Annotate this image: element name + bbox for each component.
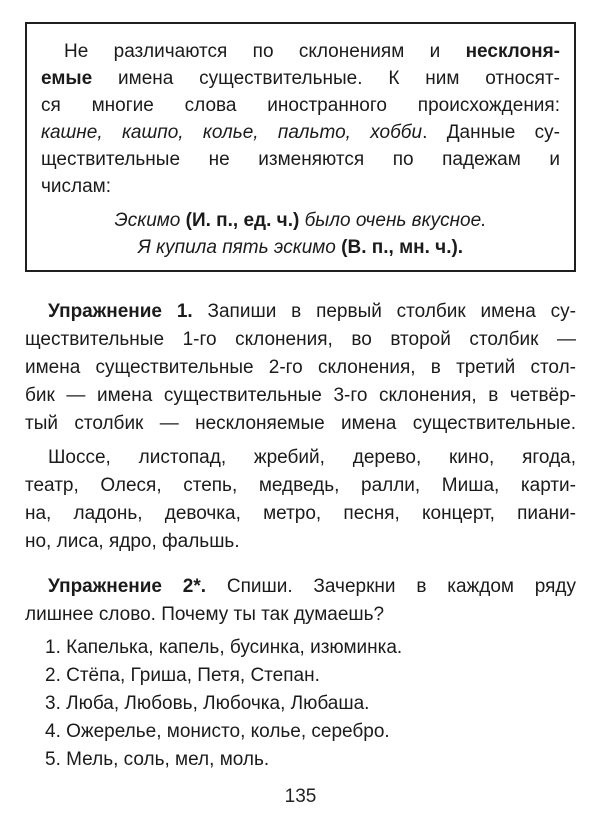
exercise-2-instructions — [25, 573, 576, 629]
text-segment: имена существительные. К ним относят- — [92, 68, 560, 89]
text-segment: лишнее слово. Почему ты так думаешь? — [25, 604, 385, 625]
text-segment: несклоня- — [465, 41, 560, 62]
text-line — [41, 146, 560, 173]
text-line — [25, 528, 576, 556]
text-segment: емые — [41, 68, 93, 89]
text-segment: Эскимо — [114, 210, 186, 231]
text-line — [41, 173, 560, 200]
text-line — [25, 326, 576, 354]
text-segment: ществительные не изменяются по падежам и — [41, 149, 560, 170]
text-segment: Я купила пять эскимо — [137, 237, 342, 258]
text-segment: Шоссе, листопад, жребий, дерево, кино, ягода, — [48, 447, 576, 468]
text-segment: бик — имена существительные 3-го склонения, в четвёр- — [25, 385, 576, 406]
exercise-2-item-list — [25, 634, 576, 774]
text-segment: имена существительные 2-го склонения, в третий стол- — [25, 357, 576, 378]
text-segment: кашне, кашпо, колье, пальто, хобби — [41, 122, 423, 143]
text-line — [25, 410, 576, 438]
text-segment: . Данные су- — [422, 122, 561, 143]
text-segment: Запиши в первый столбик имена су- — [192, 301, 577, 322]
text-line — [41, 119, 560, 146]
text-segment: было очень вкусное. — [299, 210, 487, 231]
text-line — [25, 472, 576, 500]
exercise-1-word-list — [25, 444, 576, 556]
list-item: 3. Люба, Любовь, Любочка, Любаша. — [45, 693, 370, 714]
text-line — [41, 207, 560, 234]
text-segment: (И. п., ед. ч.) — [185, 210, 300, 231]
text-line — [25, 354, 576, 382]
text-segment: ществительные 1-го склонения, во второй столбик — — [25, 329, 576, 350]
text-segment: ся многие слова иностранного происхождения: — [41, 95, 560, 116]
text-segment: но, лиса, ядро, фальшь. — [25, 531, 240, 552]
text-segment: на, ладонь, девочка, метро, песня, концерт, пиани- — [25, 503, 576, 524]
text-line — [41, 92, 560, 119]
text-line — [41, 65, 560, 92]
page-number: 135 — [284, 786, 317, 807]
text-segment: (В. п., мн. ч.). — [341, 237, 464, 258]
text-line — [25, 382, 576, 410]
text-line — [25, 298, 576, 326]
exercise-1-instructions — [25, 298, 576, 438]
text-line — [25, 500, 576, 528]
text-line — [25, 573, 576, 601]
text-line — [25, 601, 576, 629]
text-segment: Упражнение 2*. — [48, 576, 207, 597]
list-item: 4. Ожерелье, монисто, колье, серебро. — [45, 721, 390, 742]
text-segment: Не различаются по склонениям и — [64, 41, 466, 62]
text-segment: Спиши. Зачеркни в каждом ряду — [206, 576, 577, 597]
text-line — [25, 444, 576, 472]
list-item: 2. Стёпа, Гриша, Петя, Степан. — [45, 665, 320, 686]
text-segment: тый столбик — несклоняемые имена существительные. — [25, 413, 576, 434]
text-line — [41, 234, 560, 261]
text-segment: театр, Олеся, степь, медведь, ралли, Миша, карти- — [25, 475, 576, 496]
grammar-rule-box — [25, 22, 576, 272]
text-line — [41, 38, 560, 65]
text-segment: Упражнение 1. — [48, 301, 193, 322]
list-item: 1. Капелька, капель, бусинка, изюминка. — [45, 637, 403, 658]
text-segment: числам: — [41, 176, 112, 197]
list-item: 5. Мель, соль, мел, моль. — [45, 749, 270, 770]
